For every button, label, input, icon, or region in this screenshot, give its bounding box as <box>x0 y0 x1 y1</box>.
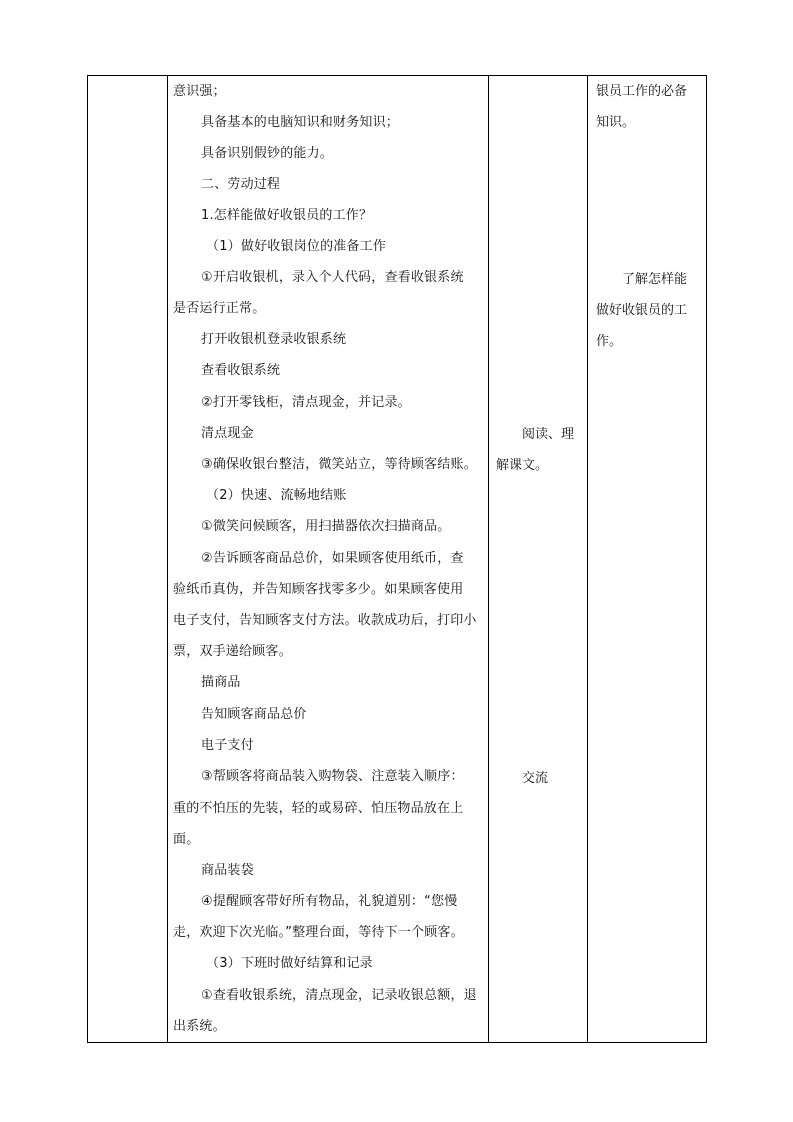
content-line: 电子支付，告知顾客支付方法。收款成功后，打印小 <box>173 613 477 628</box>
content-line: ②告诉顾客商品总价，如果顾客使用纸币，查 <box>201 551 464 566</box>
content-line: 重的不怕压的先装，轻的或易碎、怕压物品放在上 <box>173 801 464 816</box>
content-line: ③确保收银台整洁，微笑站立，等待顾客结账。 <box>201 457 477 472</box>
content-line: 告知顾客商品总价 <box>201 707 307 722</box>
content-line: ②打开零钱柜，清点现金，并记录。 <box>201 395 411 410</box>
content-line: 走，欢迎下次光临。”整理台面，等待下一个顾客。 <box>173 925 464 940</box>
content-line: ①开启收银机，录入个人代码，查看收银系统 <box>201 270 464 285</box>
content-line: 二、劳动过程 <box>201 177 281 192</box>
column-divider-2 <box>488 76 489 1042</box>
content-line: （3）下班时做好结算和记录 <box>206 956 373 971</box>
content-line: 1.怎样能做好收银员的工作？ <box>201 208 373 223</box>
content-line: ④提醒顾客带好所有物品，礼貌道别：“您慢 <box>201 894 458 909</box>
design-intent-middle-line-3: 作。 <box>596 334 623 349</box>
design-intent-middle-line-1: 了解怎样能 <box>622 272 688 287</box>
student-activity-reading-line-2: 解课文。 <box>496 458 549 473</box>
content-line: 商品装袋 <box>201 863 254 878</box>
content-line: 验纸币真伪，并告知顾客找零多少。如果顾客使用 <box>173 582 464 597</box>
content-line: 面。 <box>173 832 200 847</box>
content-line: （1）做好收银岗位的准备工作 <box>206 239 387 254</box>
design-intent-middle-line-2: 做好收银员的工 <box>596 303 688 318</box>
content-line: ①微笑问候顾客，用扫描器依次扫描商品。 <box>201 519 451 534</box>
content-line: 电子支付 <box>201 738 254 753</box>
design-intent-top-line-1: 银员工作的必备 <box>596 84 688 99</box>
content-line: 票，双手递给顾客。 <box>173 644 292 659</box>
content-line: （2）快速、流畅地结账 <box>206 488 347 503</box>
column-divider-3 <box>587 76 588 1042</box>
content-line: 具备基本的电脑知识和财务知识； <box>201 115 400 130</box>
content-line: 打开收银机登录收银系统 <box>201 332 347 347</box>
content-line: 清点现金 <box>201 426 254 441</box>
design-intent-top-line-2: 知识。 <box>596 115 636 130</box>
content-line: ①查看收银系统，清点现金，记录收银总额，退 <box>201 988 477 1003</box>
student-activity-reading-line-1: 阅读、理 <box>522 427 575 442</box>
content-line: 意识强； <box>173 84 226 99</box>
content-line: 是否运行正常。 <box>173 301 266 316</box>
content-line: 具备识别假钞的能力。 <box>201 146 334 161</box>
student-activity-exchange: 交流 <box>522 771 549 786</box>
column-divider-1 <box>167 76 168 1042</box>
content-line: 查看收银系统 <box>201 363 281 378</box>
content-line: ③帮顾客将商品装入购物袋、注意装入顺序： <box>201 769 464 784</box>
content-line: 描商品 <box>201 675 241 690</box>
content-line: 出系统。 <box>173 1019 226 1034</box>
